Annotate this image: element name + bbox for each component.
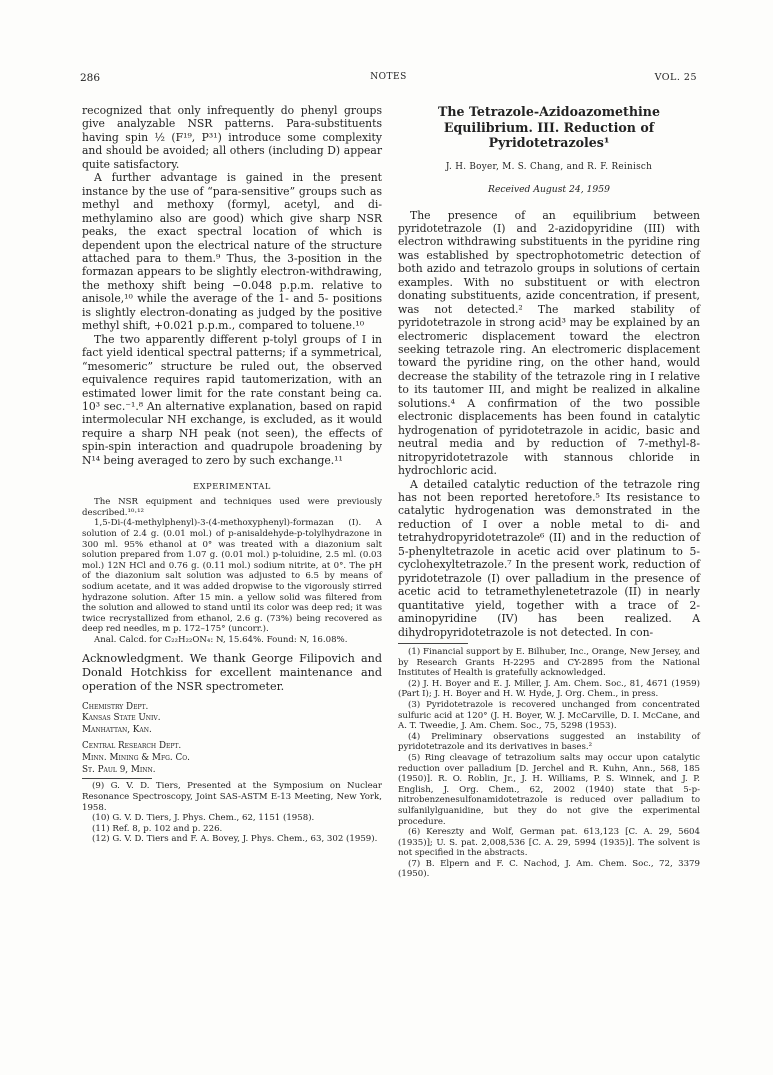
experimental-paragraph-2: 1,5-Di-(4-methylphenyl)-3-(4-methoxyphenyl)-formazan (I). A solution of 2.4 g. (0.01 mol.) of p-anisaldehyde-p-tolylhydrazone in 300 ml. 95% ethanol at 0° was treated with a diazonium salt solution prepared from 1.07 g. (0.01 mol.) p-toluidine, 2.5 ml. (0.03 mol.) 12N HCl and 0.76 g. (0.11 mol.) sodium nitrite, at 0°. The pH of the diazonium salt solution was adjusted to 6.5 by means of sodium acetate, and it was added dropwise to the vigorously stirred hydrazone solution. After 15 min. a yellow solid was filtered from the solution and allowed to stand until its color was deep red; it was twice recrystallized from ethanol, 2.6 g. (73%) being recovered as deep red needles, m p. 172–175° (uncorr.). — [82, 518, 382, 635]
right-paragraph-2: A detailed catalytic reduction of the tetrazole ring has not been reported heretofore.⁵ Its resistance to catalytic hydrogenation was demonstrated in the reduction of I over a noble metal to di- and tetrahydropyridotetrazole⁶ (II) and in the reduction of 5-phenyltetrazole in acetic acid over platinum to 5-cyclohexyltetrazole.⁷ In the present work, reduction of pyridotetrazole (I) over palladium in the presence of acetic acid to tetramethylenetetrazole (II) in nearly quantitative yield, together with a trace of 2-aminopyridine (IV) has been realized. A dihydropyridotetrazole is not detected. In con- — [398, 477, 700, 639]
right-column — [398, 104, 700, 880]
left-paragraph-3: The two apparently different p-tolyl groups of I in fact yield identical spectral patterns; if a symmetrical, “mesomeric” structure be ruled out, the observed equivalence requires rapid tautomerization, with an estimated lower limit for the rate constant being ca. 10³ sec.⁻¹.⁸ An alternative explanation, based on rapid intermolecular NH exchange, is excluded, as it would require a sharp NH peak (not seen), the effects of spin-spin interaction and quadrupole broadening by N¹⁴ being averaged to zero by such exchange.¹¹ — [82, 332, 382, 467]
affiliation-2-line-2: Minn. Mining & Mfg. Co. — [82, 752, 190, 763]
volume-label: VOL. 25 — [654, 72, 697, 83]
affiliations — [82, 702, 382, 777]
acknowledgment: Acknowledgment. We thank George Filipovich and Donald Hotchkiss for excellent maintenance and operation of the NSR spectrometer. — [82, 651, 382, 693]
footnote-10: (10) G. V. D. Tiers, J. Phys. Chem., 62, 1151 (1958). — [92, 813, 315, 824]
affiliation-1-line-3: Manhattan, Kan. — [82, 725, 152, 736]
affiliation-2-line-1: Central Research Dept. — [82, 740, 182, 751]
page-number: 286 — [80, 72, 101, 84]
affiliation-1-line-2: Kansas State Univ. — [82, 713, 161, 724]
experimental-heading: EXPERIMENTAL — [193, 481, 271, 492]
footnote-divider-right — [398, 643, 468, 644]
experimental-paragraph-1: The NSR equipment and techniques used were previously described.¹⁰·¹² — [82, 497, 382, 518]
footnote-5: (5) Ring cleavage of tetrazolium salts may occur upon catalytic reduction over palladium [D. Jerchel and R. Kuhn, Ann., 568, 185 (1950)]. R. O. Roblin, Jr., J. H. Williams, P. S. Winnek, and J. P. English, J. Org. Chem., 62, 2002 (1940) state that 5-p-nitrobenzenesulfonamidotetrazole is reduced over palladium to sulfanilylguanidine, but they do not give the experimental procedure. — [398, 752, 700, 827]
footnote-6: (6) Kereszty and Wolf, German pat. 613,123 [C. A. 29, 5604 (1935)]; U. S. pat. 2,008,536 [C. A. 29, 5994 (1935)]. The solvent is not specified in the abstracts. — [398, 827, 700, 859]
footnote-1: (1) Financial support by E. Bilhuber, Inc., Orange, New Jersey, and by Research Grants H-2295 and CY-2895 from the National Institutes of Health is gratefully acknowledged. — [398, 647, 700, 679]
footnote-9: (9) G. V. D. Tiers, Presented at the Symposium on Nuclear Resonance Spectroscopy, Joint SAS-ASTM E-13 Meeting, New York, 1958. — [82, 781, 382, 813]
article-authors: J. H. Boyer, M. S. Chang, and R. F. Reinisch — [445, 161, 653, 172]
received-date: Received August 24, 1959 — [488, 183, 610, 195]
footnote-12: (12) G. V. D. Tiers and F. A. Bovey, J. Phys. Chem., 63, 302 (1959). — [92, 834, 378, 845]
experimental-paragraph-3: Anal. Calcd. for C₂₂H₂₂ON₄: N, 15.64%. Found: N, 16.08%. — [94, 634, 348, 645]
left-paragraph-2: A further advantage is gained in the present instance by the use of “para-sensitive” groups such as methyl and methoxy (formyl, acetyl, and di-methylamino also are good) which give sharp NSR peaks, the exact spectral location of which is dependent upon the electrical nature of the structure attached para to them.⁹ Thus, the 3-position in the formazan appears to be slightly electron-withdrawing, the methoxy shift being −0.048 p.p.m. relative to anisole,¹⁰ while the average of the 1- and 5- positions is slightly electron-donating as judged by the positive methyl shift, +0.021 p.p.m., compared to toluene.¹⁰ — [82, 171, 382, 333]
footnote-7: (7) B. Elpern and F. C. Nachod, J. Am. Chem. Soc., 72, 3379 (1950). — [398, 858, 700, 880]
left-paragraph-1: recognized that only infrequently do phenyl groups give analyzable NSR patterns. Para-substituents having spin ½ (F¹⁹, P³¹) introduce some complexity and should be avoided; all others (including D) appear quite satisfactory. — [82, 104, 382, 171]
affiliation-2-line-3: St. Paul 9, Minn. — [82, 764, 156, 775]
affiliation-1-line-1: Chemistry Dept. — [82, 701, 149, 712]
footnote-divider — [82, 778, 152, 779]
section-label: NOTES — [370, 72, 407, 82]
footnote-3: (3) Pyridotetrazole is recovered unchanged from concentrated sulfuric acid at 120° (J. H. Boyer, W. J. McCarville, D. I. McCane, and A. T. Tweedie, J. Am. Chem. Soc., 75, 5298 (1953). — [398, 699, 700, 732]
footnote-4: (4) Preliminary observations suggested an instability of pyridotetrazole and its derivatives in bases.² — [398, 731, 700, 753]
running-head — [80, 72, 697, 88]
footnote-2: (2) J. H. Boyer and E. J. Miller, J. Am. Chem. Soc., 81, 4671 (1959) (Part I); J. H. Boyer and H. W. Hyde, J. Org. Chem., in press. — [398, 678, 700, 700]
article-title: The Tetrazole-Azidoazomethine Equilibrium. III. Reduction of Pyridotetrazoles¹ — [438, 104, 660, 150]
footnote-11: (11) Ref. 8, p. 102 and p. 226. — [92, 823, 223, 834]
left-column — [82, 104, 382, 845]
right-paragraph-1: The presence of an equilibrium between pyridotetrazole (I) and 2-azidopyridine (III) with electron withdrawing substituents in the pyridine ring was established by spectrophotometric detection of both azido and tetrazolo groups in solutions of certain examples. With no substituent or with electron donating substituents, azide concentration, if present, was not detected.² The marked stability of pyridotetrazole in strong acid³ may be explained by an electromeric displacement toward the electron seeking tetrazole ring. An electromeric displacement toward the pyridine ring, on the other hand, would decrease the stability of the tetrazole ring in I relative to its tautomer III, and might be realized in alkaline solutions.⁴ A confirmation of the two possible electronic displacements has been found in catalytic hydrogenation of pyridotetrazole in acidic, basic and neutral media and by reduction of 7-methyl-8-nitropyridotetrazole with stannous chloride in hydrochloric acid. — [398, 208, 700, 478]
